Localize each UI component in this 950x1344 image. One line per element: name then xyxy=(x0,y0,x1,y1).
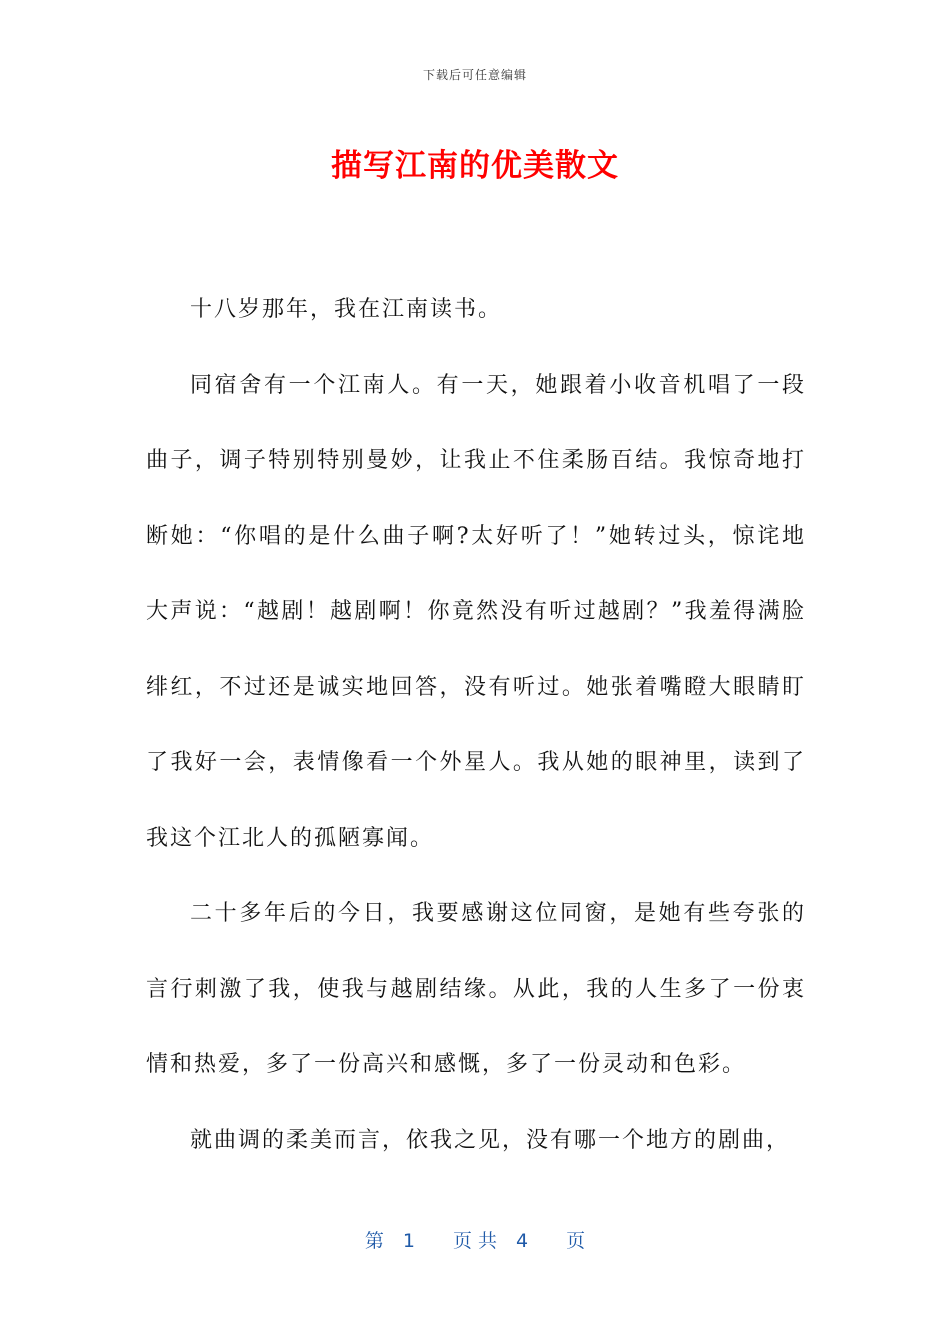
document-body xyxy=(146,272,806,1178)
paragraph: 就曲调的柔美而言，依我之见，没有哪一个地方的剧曲， xyxy=(190,1127,791,1153)
page-number-footer: 第 1 页 共 4 页 xyxy=(364,1230,586,1252)
page-header-note: 下载后可任意编辑 xyxy=(422,68,527,82)
paragraph: 二十多年后的今日，我要感谢这位同窗，是她有些夸张的言行刺激了我，使我与越剧结缘。从此，我的人生多了一份衷情和热爱，多了一份高兴和感慨，多了一份灵动和色彩。 xyxy=(146,901,806,1077)
paragraph: 同宿舍有一个江南人。有一天，她跟着小收音机唱了一段曲子，调子特别特别曼妙，让我止不住柔肠百结。我惊奇地打断她：“你唱的是什么曲子啊?太好听了！”她转过头，惊诧地大声说：“越剧！越剧啊！你竟然没有听过越剧？”我羞得满脸绯红，不过还是诚实地回答，没有听过。她张着嘴瞪大眼睛盯了我好一会，表情像看一个外星人。我从她的眼神里，读到了我这个江北人的孤陋寡闻。 xyxy=(146,372,806,851)
document-title: 描写江南的优美散文 xyxy=(331,148,619,184)
paragraph: 十八岁那年，我在江南读书。 xyxy=(190,297,503,322)
